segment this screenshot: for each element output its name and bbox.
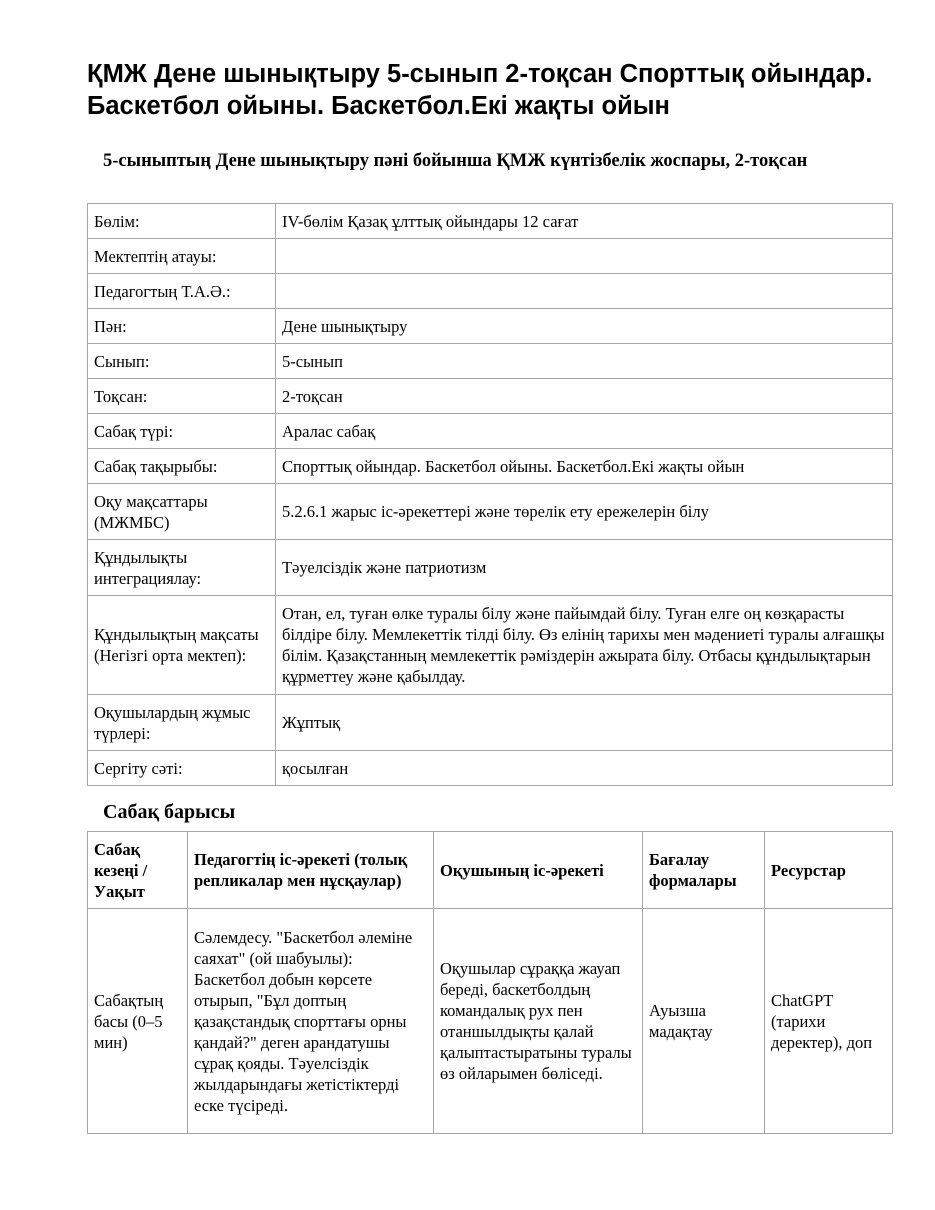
table-row bbox=[88, 344, 893, 379]
student-cell: Оқушылар сұраққа жауап береді, баскетболдың командалық рух пен отаншылдықты қалай қалыптастыратыны туралы өз ойларымен бөліседі. bbox=[434, 909, 643, 1134]
info-value: Отан, ел, туған өлке туралы білу және пайымдай білу. Туған елге оң көзқарасты білдіре білу. Мемлекеттік тілді білу. Өз елінің тарихы мен мәдениеті туралы алғашқы білім. Қазақстанның мемлекеттік рәміздерін ажырата білу. Отбасы құндылықтарын құрметтеу және қабылдау. bbox=[276, 596, 893, 695]
info-label: Бөлім: bbox=[88, 204, 276, 239]
info-label: Тоқсан: bbox=[88, 379, 276, 414]
info-table bbox=[87, 203, 893, 786]
table-row bbox=[88, 909, 893, 1134]
table-row bbox=[88, 309, 893, 344]
info-label: Пән: bbox=[88, 309, 276, 344]
info-value: Спорттық ойындар. Баскетбол ойыны. Баскетбол.Екі жақты ойын bbox=[276, 449, 893, 484]
info-value: IV-бөлім Қазақ ұлттық ойындары 12 сағат bbox=[276, 204, 893, 239]
table-row bbox=[88, 414, 893, 449]
info-label: Құндылықты интеграциялау: bbox=[88, 540, 276, 596]
info-value: Жұптық bbox=[276, 695, 893, 751]
table-row bbox=[88, 540, 893, 596]
info-value: қосылған bbox=[276, 751, 893, 786]
info-label: Сынып: bbox=[88, 344, 276, 379]
table-row bbox=[88, 449, 893, 484]
info-label: Оқу мақсаттары (МЖМБС) bbox=[88, 484, 276, 540]
info-label: Сергіту сәті: bbox=[88, 751, 276, 786]
column-header-student: Оқушының іс-әрекеті bbox=[434, 832, 643, 909]
table-row bbox=[88, 274, 893, 309]
lesson-heading: Сабақ барысы bbox=[103, 801, 236, 823]
table-row bbox=[88, 484, 893, 540]
column-header-teacher: Педагогтің іс-әрекеті (толық репликалар мен нұсқаулар) bbox=[188, 832, 434, 909]
column-header-assessment: Бағалау формалары bbox=[643, 832, 765, 909]
stage-cell: Сабақтың басы (0–5 мин) bbox=[88, 909, 188, 1134]
table-row bbox=[88, 239, 893, 274]
info-label: Педагогтың Т.А.Ә.: bbox=[88, 274, 276, 309]
info-value: 2-тоқсан bbox=[276, 379, 893, 414]
teacher-cell: Сәлемдесу. "Баскетбол әлеміне саяхат" (ой шабуылы): Баскетбол добын көрсете отырып, "Бұл доптың қазақстандық спорттағы орны қандай?" деген арандатушы сұрақ қояды. Тәуелсіздік жылдарындағы жетістіктерді еске түсіреді. bbox=[188, 909, 434, 1134]
assessment-cell: Ауызша мадақтау bbox=[643, 909, 765, 1134]
info-label: Оқушылардың жұмыс түрлері: bbox=[88, 695, 276, 751]
document-title: ҚМЖ Дене шынықтыру 5-сынып 2-тоқсан Спорттық ойындар. Баскетбол ойыны. Баскетбол.Екі жақты ойын bbox=[87, 60, 873, 120]
info-value: Дене шынықтыру bbox=[276, 309, 893, 344]
document-subtitle: 5-сыныптың Дене шынықтыру пәні бойынша ҚМЖ күнтізбелік жоспары, 2-тоқсан bbox=[103, 151, 808, 171]
info-value: 5.2.6.1 жарыс іс-әрекеттері және төрелік ету ережелерін білу bbox=[276, 484, 893, 540]
resources-cell: ChatGPT (тарихи деректер), доп bbox=[765, 909, 893, 1134]
table-row bbox=[88, 695, 893, 751]
info-label: Сабақ түрі: bbox=[88, 414, 276, 449]
info-label: Құндылықтың мақсаты (Негізгі орта мектеп): bbox=[88, 596, 276, 695]
table-row bbox=[88, 204, 893, 239]
table-header-row bbox=[88, 832, 893, 909]
info-value: Аралас сабақ bbox=[276, 414, 893, 449]
table-row bbox=[88, 379, 893, 414]
info-value: 5-сынып bbox=[276, 344, 893, 379]
info-value bbox=[276, 274, 893, 309]
table-row bbox=[88, 596, 893, 695]
info-label: Сабақ тақырыбы: bbox=[88, 449, 276, 484]
lesson-table bbox=[87, 831, 893, 1134]
info-value: Тәуелсіздік және патриотизм bbox=[276, 540, 893, 596]
table-row bbox=[88, 751, 893, 786]
info-label: Мектептің атауы: bbox=[88, 239, 276, 274]
column-header-resources: Ресурстар bbox=[765, 832, 893, 909]
info-value bbox=[276, 239, 893, 274]
column-header-stage: Сабақ кезеңі / Уақыт bbox=[88, 832, 188, 909]
